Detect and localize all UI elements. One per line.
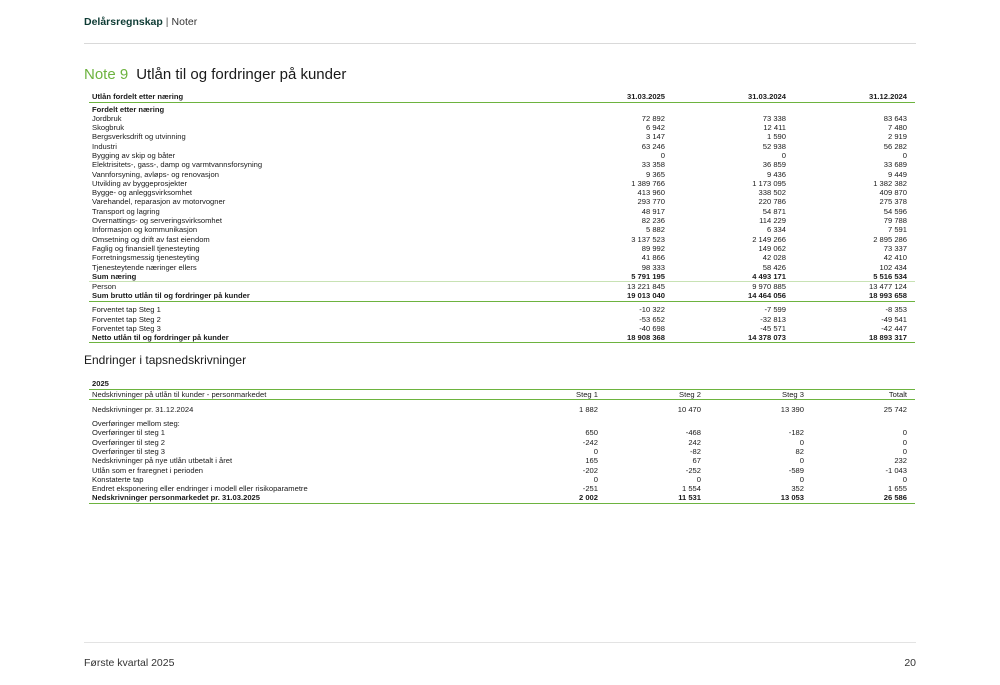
cell-value: 165 (585, 456, 598, 466)
cell-value: 33 689 (883, 160, 907, 170)
cell-value: 10 470 (677, 404, 701, 414)
row-label: Forretningsmessig tjenesteyting (92, 253, 200, 263)
header-separator: | (165, 16, 169, 28)
footer-period: Første kvartal 2025 (84, 657, 175, 669)
transfer-label: Overføringer mellom steg: (92, 419, 180, 429)
table-header-row (89, 390, 915, 400)
opening-row (89, 405, 915, 414)
report-brand: Delårsregnskap (84, 16, 163, 28)
cell-value: 2 002 (503, 493, 606, 503)
cell-value: 18 993 658 (794, 291, 915, 301)
cell-value: 48 917 (641, 206, 665, 216)
table-row (89, 324, 915, 333)
cell-value: 3 147 (645, 132, 665, 142)
cell-value: 275 378 (879, 197, 907, 207)
table-row (89, 447, 915, 456)
row-label: Varehandel, reparasjon av motorvogner (92, 197, 226, 207)
row-label: Overføringer til steg 2 (92, 437, 166, 447)
cell-value: 9 970 885 (752, 282, 786, 292)
transfer-label-row (89, 419, 915, 428)
cell-value: 98 333 (641, 262, 665, 272)
group-label-row (89, 102, 915, 114)
table-row (89, 244, 915, 253)
row-label: Bergsverksdrift og utvinning (92, 132, 186, 142)
column-header: 31.12.2024 (794, 92, 915, 102)
loans-by-industry-table (89, 92, 915, 343)
cell-value: 11 531 (606, 493, 709, 503)
row-label: Overnattings- og serveringsvirksomhet (92, 216, 222, 226)
cell-value: 0 (799, 437, 804, 447)
table-row (89, 142, 915, 151)
cell-value: 79 788 (883, 216, 907, 226)
cell-value: 352 (791, 484, 804, 494)
cell-value: -589 (788, 465, 804, 475)
cell-value: 19 013 040 (552, 291, 673, 301)
cell-value: 650 (585, 428, 598, 438)
table-row (89, 114, 915, 123)
cell-value: -7 599 (764, 305, 786, 315)
cell-value: 338 502 (758, 188, 786, 198)
table-row (89, 484, 915, 493)
row-label: Endret eksponering eller endringer i modell eller risikoparametre (92, 484, 308, 494)
group-label: Fordelt etter næring (92, 104, 165, 114)
cell-value: 0 (902, 474, 907, 484)
cell-value: 25 742 (883, 404, 907, 414)
cell-value: -10 322 (639, 305, 665, 315)
cell-value: 5 791 195 (552, 272, 673, 282)
cell-value: 42 410 (883, 253, 907, 263)
cell-value: 3 137 523 (631, 234, 665, 244)
cell-value: 413 960 (637, 188, 665, 198)
header-rule (84, 43, 916, 44)
cell-value: 13 390 (780, 404, 804, 414)
table-row (89, 475, 915, 484)
column-header: Nedskrivninger på utlån til kunder - personmarkedet (89, 390, 503, 400)
cell-value: 0 (902, 150, 907, 160)
cell-value: 5 516 534 (794, 272, 915, 282)
row-label: Transport og lagring (92, 206, 160, 216)
cell-value: -1 043 (885, 465, 907, 475)
cell-value: 9 365 (645, 169, 665, 179)
table-row (89, 438, 915, 447)
cell-value: 0 (696, 474, 701, 484)
row-label: Elektrisitets-, gass-, damp og varmtvannsforsyning (92, 160, 263, 170)
table-row (89, 456, 915, 465)
table-row (89, 315, 915, 324)
cell-value: -468 (685, 428, 701, 438)
cell-value: 18 893 317 (794, 333, 915, 343)
closing-row (89, 493, 915, 503)
cell-value: 73 337 (883, 243, 907, 253)
cell-value: 2 149 266 (752, 234, 786, 244)
cell-value: -40 698 (639, 323, 665, 333)
cell-value: 1 554 (681, 484, 701, 494)
cell-value: -251 (582, 484, 598, 494)
cell-value: 2 895 286 (873, 234, 907, 244)
cell-value: 220 786 (758, 197, 786, 207)
cell-value: 72 892 (641, 113, 665, 123)
cell-value: -45 571 (760, 323, 786, 333)
table-row (89, 263, 915, 272)
note-number: Note 9 (84, 66, 129, 83)
table-row (89, 179, 915, 188)
cell-value: 83 643 (883, 113, 907, 123)
table-row (89, 235, 915, 244)
cell-value: 1 389 766 (631, 178, 665, 188)
row-label: Tjenesteytende næringer ellers (92, 262, 197, 272)
cell-value: 33 358 (641, 160, 665, 170)
cell-value: 0 (902, 428, 907, 438)
table-row (89, 160, 915, 169)
row-label: Overføringer til steg 1 (92, 428, 166, 438)
table-row (89, 282, 915, 292)
row-label: Vannforsyning, avløps- og renovasjon (92, 169, 219, 179)
cell-value: -182 (788, 428, 804, 438)
cell-value: 114 229 (759, 216, 786, 226)
section-title: Endringer i tapsnedskrivninger (84, 353, 247, 367)
row-label: Sum næring (89, 272, 552, 282)
cell-value: 1 382 382 (873, 178, 907, 188)
cell-value: 14 378 073 (673, 333, 794, 343)
row-label: Forventet tap Steg 3 (92, 323, 161, 333)
cell-value: 63 246 (641, 141, 665, 151)
table-row (89, 170, 915, 179)
cell-value: 52 938 (762, 141, 786, 151)
cell-value: 13 477 124 (868, 282, 907, 292)
row-label: Jordbruk (92, 113, 122, 123)
cell-value: 7 480 (887, 123, 907, 133)
cell-value: 232 (894, 456, 907, 466)
row-label: Faglig og finansiell tjenesteyting (92, 243, 200, 253)
cell-value: 4 493 171 (673, 272, 794, 282)
cell-value: 89 992 (641, 243, 665, 253)
row-label: Omsetning og drift av fast eiendom (92, 234, 210, 244)
cell-value: 82 (795, 446, 804, 456)
row-label: Forventet tap Steg 1 (92, 305, 161, 315)
row-label: Informasjon og kommunikasjon (92, 225, 198, 235)
column-header: Steg 3 (709, 390, 812, 400)
cell-value: -202 (582, 465, 598, 475)
cell-value: 0 (902, 446, 907, 456)
column-header: 31.03.2025 (552, 92, 673, 102)
cell-value: 1 655 (887, 484, 907, 494)
table-row (89, 305, 915, 314)
table-row (89, 225, 915, 234)
total-row (89, 291, 915, 301)
header-section: Noter (171, 16, 198, 28)
table-row (89, 216, 915, 225)
cell-value: 409 870 (879, 188, 907, 198)
cell-value: 149 062 (758, 243, 786, 253)
page-header (84, 16, 197, 28)
cell-value: 0 (799, 456, 804, 466)
cell-value: -49 541 (881, 314, 907, 324)
cell-value: 0 (781, 150, 786, 160)
table-row (89, 151, 915, 160)
table-row (89, 253, 915, 262)
total-row (89, 333, 915, 343)
column-header: Steg 1 (503, 390, 606, 400)
row-label: Bygging av skip og båter (92, 150, 176, 160)
cell-value: 18 908 368 (552, 333, 673, 343)
cell-value: 1 173 095 (752, 178, 786, 188)
cell-value: 6 942 (645, 123, 665, 133)
row-label: Netto utlån til og fordringer på kunder (89, 333, 552, 343)
cell-value: 0 (902, 437, 907, 447)
cell-value: -242 (582, 437, 598, 447)
cell-value: 14 464 056 (673, 291, 794, 301)
row-label: Overføringer til steg 3 (92, 446, 166, 456)
cell-value: 13 053 (709, 493, 812, 503)
cell-value: -53 652 (639, 314, 665, 324)
table-row (89, 466, 915, 475)
row-label: Utvikling av byggeprosjekter (92, 178, 187, 188)
page-number: 20 (904, 657, 916, 669)
cell-value: 82 236 (641, 216, 665, 226)
table-row (89, 428, 915, 437)
row-label: Industri (92, 141, 117, 151)
column-header: 31.03.2024 (673, 92, 794, 102)
cell-value: 9 436 (766, 169, 786, 179)
sum-row (89, 272, 915, 282)
row-label: Bygge- og anleggsvirksomhet (92, 188, 193, 198)
row-label: Utlån som er fraregnet i perioden (92, 465, 204, 475)
section-year: 2025 (92, 379, 109, 388)
cell-value: 0 (593, 474, 598, 484)
row-label: Nedskrivninger pr. 31.12.2024 (92, 404, 194, 414)
cell-value: 67 (692, 456, 701, 466)
cell-value: 102 434 (879, 262, 907, 272)
cell-value: 6 334 (766, 225, 786, 235)
cell-value: 41 866 (641, 253, 665, 263)
cell-value: -82 (690, 446, 701, 456)
cell-value: 73 338 (762, 113, 786, 123)
table-row (89, 188, 915, 197)
cell-value: 56 282 (883, 141, 907, 151)
row-label: Nedskrivninger på nye utlån utbetalt i året (92, 456, 233, 466)
cell-value: 26 586 (812, 493, 915, 503)
cell-value: 13 221 845 (626, 282, 665, 292)
cell-value: 2 919 (887, 132, 907, 142)
cell-value: 242 (688, 437, 701, 447)
row-label: Sum brutto utlån til og fordringer på kunder (89, 291, 552, 301)
table-row (89, 207, 915, 216)
column-header: Totalt (812, 390, 915, 400)
cell-value: 0 (799, 474, 804, 484)
table-row (89, 123, 915, 132)
table-row (89, 132, 915, 141)
cell-value: 5 882 (645, 225, 665, 235)
footer-rule (84, 642, 916, 643)
column-header: Steg 2 (606, 390, 709, 400)
note-heading: Utlån til og fordringer på kunder (136, 66, 347, 83)
cell-value: 1 590 (766, 132, 786, 142)
note-title (84, 66, 346, 83)
cell-value: 9 449 (887, 169, 907, 179)
cell-value: -42 447 (881, 323, 907, 333)
row-label: Skogbruk (92, 123, 125, 133)
cell-value: 0 (593, 446, 598, 456)
cell-value: 54 596 (883, 206, 907, 216)
cell-value: 7 591 (887, 225, 907, 235)
row-label: Konstaterte tap (92, 474, 144, 484)
table-row (89, 197, 915, 206)
row-label: Nedskrivninger personmarkedet pr. 31.03.2025 (89, 493, 503, 503)
cell-value: 58 426 (762, 262, 786, 272)
cell-value: -32 813 (760, 314, 786, 324)
cell-value: 36 859 (762, 160, 786, 170)
impairment-changes-table (89, 389, 915, 504)
table-header-row (89, 92, 915, 102)
row-label: Person (92, 282, 117, 292)
cell-value: -8 353 (885, 305, 907, 315)
cell-value: 54 871 (762, 206, 786, 216)
cell-value: -252 (685, 465, 701, 475)
cell-value: 1 882 (578, 404, 598, 414)
cell-value: 12 411 (763, 123, 786, 133)
cell-value: 0 (660, 150, 665, 160)
cell-value: 42 028 (762, 253, 786, 263)
column-header: Utlån fordelt etter næring (89, 92, 552, 102)
cell-value: 293 770 (637, 197, 665, 207)
row-label: Forventet tap Steg 2 (92, 314, 161, 324)
